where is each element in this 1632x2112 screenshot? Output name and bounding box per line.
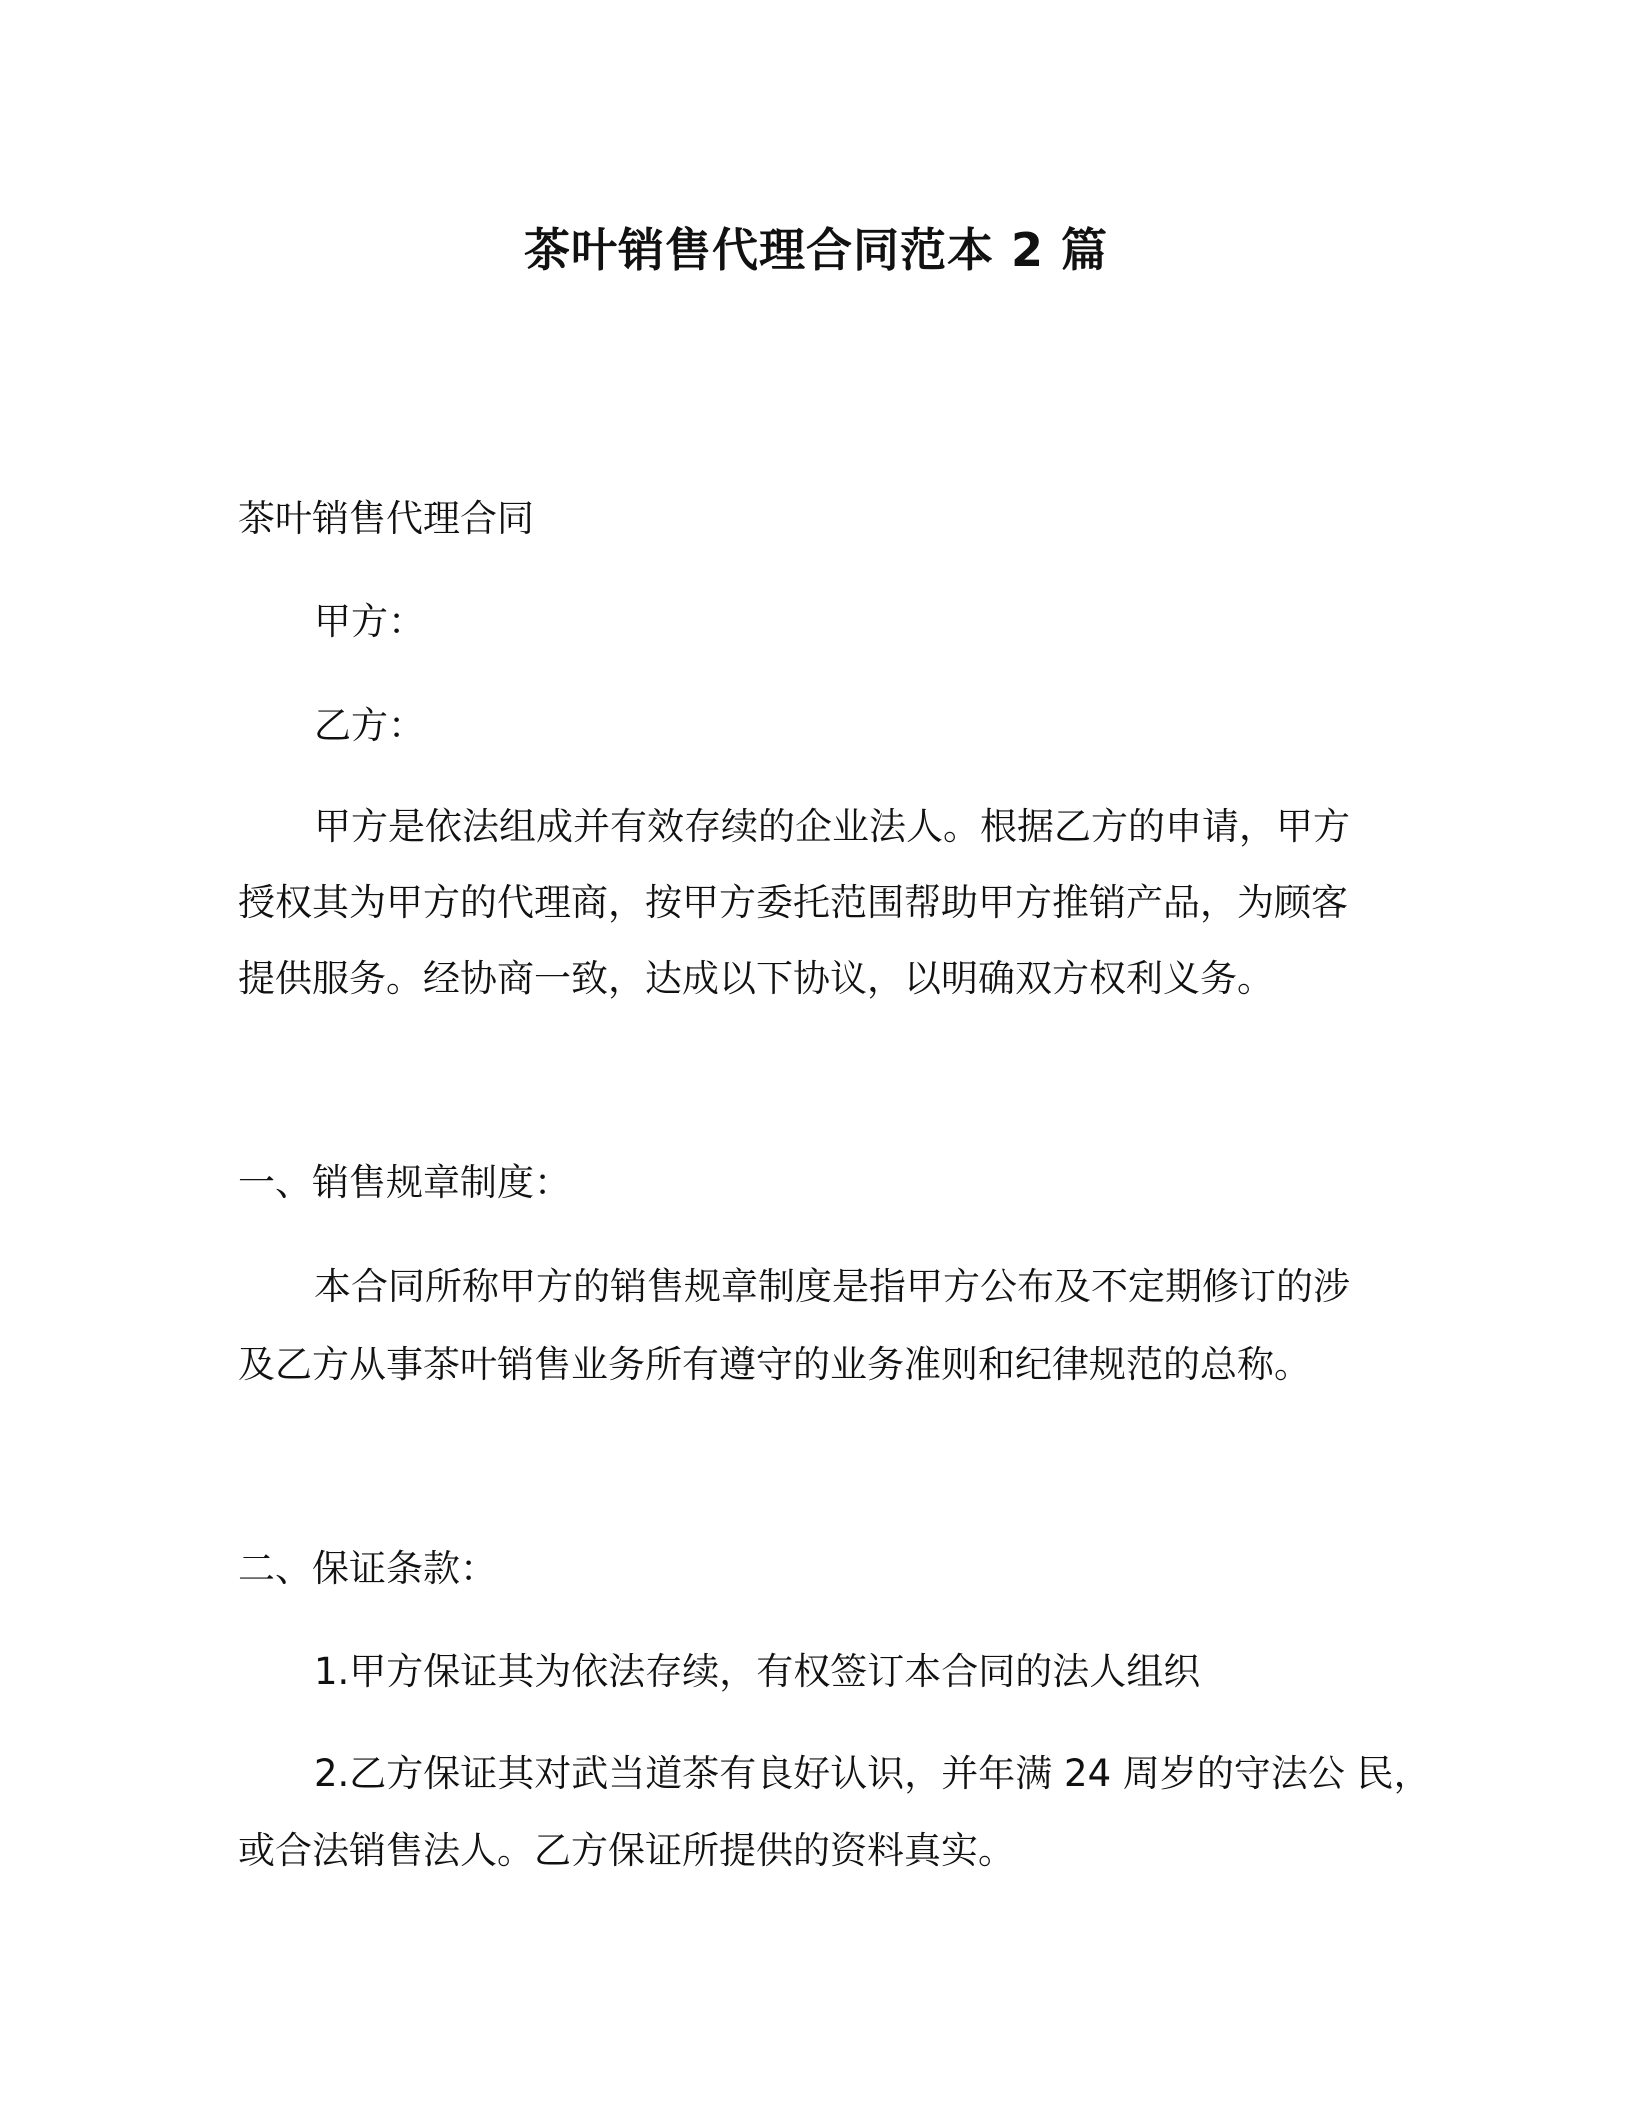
sales-rules-paragraph-line: 本合同所称甲方的销售规章制度是指甲方公布及不定期修订的涉 — [314, 1265, 1350, 1308]
guarantee-item-2-line: 2.乙方保证其对武当道茶有良好认识，并年满 24 周岁的守法公 民， — [314, 1752, 1431, 1795]
party-b-label: 乙方： — [314, 704, 425, 747]
guarantee-item-1: 1.甲方保证其为依法存续，有权签订本合同的法人组织 — [314, 1650, 1201, 1693]
contract-subtitle: 茶叶销售代理合同 — [238, 497, 534, 540]
section-heading-guarantee: 二、保证条款： — [238, 1547, 497, 1590]
document-title: 茶叶销售代理合同范本 2 篇 — [523, 223, 1109, 277]
guarantee-item-2-line: 或合法销售法人。乙方保证所提供的资料真实。 — [238, 1829, 1015, 1872]
party-a-label: 甲方： — [314, 600, 425, 643]
intro-paragraph-line: 提供服务。经协商一致，达成以下协议，以明确双方权利义务。 — [238, 957, 1274, 1000]
intro-paragraph-line: 授权其为甲方的代理商，按甲方委托范围帮助甲方推销产品，为顾客 — [238, 881, 1348, 924]
intro-paragraph-line: 甲方是依法组成并有效存续的企业法人。根据乙方的申请，甲方 — [314, 805, 1350, 848]
section-heading-sales-rules: 一、销售规章制度： — [238, 1161, 571, 1204]
sales-rules-paragraph-line: 及乙方从事茶叶销售业务所有遵守的业务准则和纪律规范的总称。 — [238, 1343, 1311, 1386]
